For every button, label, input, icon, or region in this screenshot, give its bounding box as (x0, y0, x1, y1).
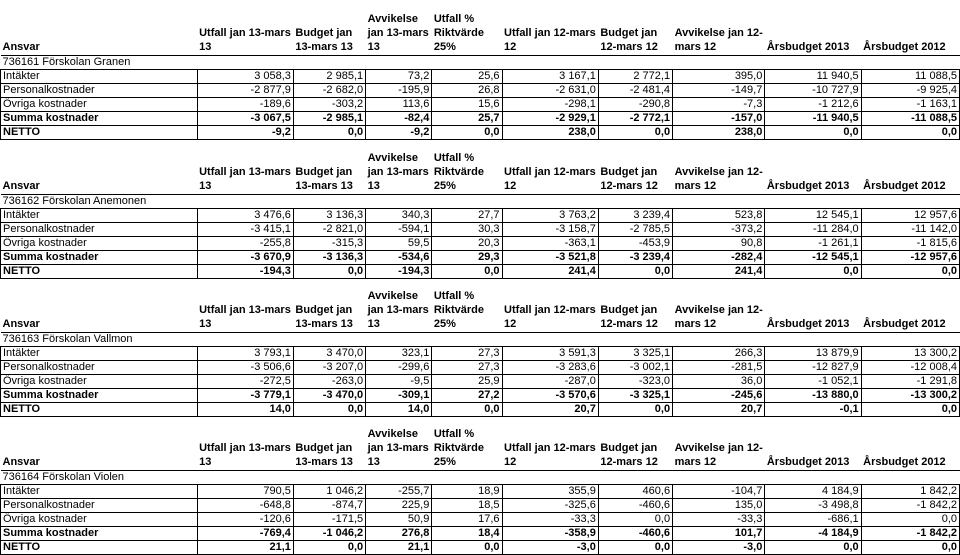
column-header: Avvikelse jan 12-mars 12 (673, 289, 765, 333)
column-header: Avvikelse jan 13-mars 13 (366, 151, 432, 195)
value-cell: 323,1 (366, 347, 432, 361)
value-cell: -104,7 (673, 485, 765, 499)
value-cell: -298,1 (502, 98, 598, 112)
value-cell: -315,3 (293, 237, 365, 251)
value-cell: -3 136,3 (293, 251, 365, 265)
column-header: Årsbudget 2013 (765, 427, 861, 471)
value-cell: -33,3 (502, 513, 598, 527)
value-cell: -874,7 (293, 499, 365, 513)
value-cell: 0,0 (293, 126, 365, 140)
value-cell: 241,4 (502, 265, 598, 279)
value-cell: -686,1 (765, 513, 861, 527)
value-cell: 0,0 (432, 126, 502, 140)
table-row (1, 112, 960, 126)
column-header: Årsbudget 2013 (765, 12, 861, 56)
column-header: Budget jan 13-mars 13 (293, 289, 365, 333)
table-row (1, 403, 960, 417)
value-cell: 18,4 (432, 527, 502, 541)
value-cell: 0,0 (861, 541, 959, 555)
table-row (1, 98, 960, 112)
column-header: Utfall jan 13-mars 13 (197, 151, 293, 195)
value-cell: 238,0 (673, 126, 765, 140)
value-cell: -534,6 (366, 251, 432, 265)
value-cell: -195,9 (366, 84, 432, 98)
value-cell: -1 261,1 (765, 237, 861, 251)
value-cell: 20,7 (673, 403, 765, 417)
value-cell: 14,0 (197, 403, 293, 417)
value-cell: -12 008,4 (861, 361, 959, 375)
value-cell: -3 067,5 (197, 112, 293, 126)
value-cell: 18,9 (432, 485, 502, 499)
value-cell: -82,4 (366, 112, 432, 126)
column-header: Avvikelse jan 12-mars 12 (673, 427, 765, 471)
row-label: Övriga kostnader (1, 513, 198, 527)
column-header: Årsbudget 2012 (861, 289, 959, 333)
value-cell: 225,9 (366, 499, 432, 513)
unit-table (0, 151, 960, 279)
value-cell: -10 727,9 (765, 84, 861, 98)
value-cell: -363,1 (502, 237, 598, 251)
row-label: NETTO (1, 265, 198, 279)
row-label: Övriga kostnader (1, 98, 198, 112)
value-cell: -2 785,5 (598, 223, 672, 237)
row-label: Personalkostnader (1, 223, 198, 237)
value-cell: -323,0 (598, 375, 672, 389)
value-cell: -3 415,1 (197, 223, 293, 237)
value-cell: -594,1 (366, 223, 432, 237)
value-cell: 2 772,1 (598, 70, 672, 84)
value-cell: -290,8 (598, 98, 672, 112)
value-cell: -4 184,9 (765, 527, 861, 541)
value-cell: 27,3 (432, 361, 502, 375)
column-header: Ansvar (1, 427, 198, 471)
value-cell: -189,6 (197, 98, 293, 112)
value-cell: 0,0 (765, 126, 861, 140)
row-label: NETTO (1, 403, 198, 417)
value-cell: -3 470,0 (293, 389, 365, 403)
value-cell: -3 521,8 (502, 251, 598, 265)
value-cell: 12 957,6 (861, 209, 959, 223)
header-row (1, 12, 960, 56)
column-header: Budget jan 12-mars 12 (598, 427, 672, 471)
value-cell: 21,1 (197, 541, 293, 555)
value-cell: 26,8 (432, 84, 502, 98)
table-row (1, 527, 960, 541)
value-cell: 20,7 (502, 403, 598, 417)
value-cell: 3 058,3 (197, 70, 293, 84)
row-label: Intäkter (1, 70, 198, 84)
value-cell: 0,0 (293, 403, 365, 417)
row-label: Intäkter (1, 485, 198, 499)
row-label: Summa kostnader (1, 251, 198, 265)
value-cell: 0,0 (861, 403, 959, 417)
table-row (1, 361, 960, 375)
value-cell: -12 957,6 (861, 251, 959, 265)
column-header: Utfall jan 12-mars 12 (502, 151, 598, 195)
table-row (1, 84, 960, 98)
value-cell: 20,3 (432, 237, 502, 251)
column-header: Årsbudget 2013 (765, 289, 861, 333)
value-cell: 25,6 (432, 70, 502, 84)
column-header: Avvikelse jan 13-mars 13 (366, 289, 432, 333)
value-cell: 0,0 (598, 265, 672, 279)
value-cell: 790,5 (197, 485, 293, 499)
row-label: Intäkter (1, 209, 198, 223)
row-label: Summa kostnader (1, 112, 198, 126)
value-cell: -1 052,1 (765, 375, 861, 389)
value-cell: -2 877,9 (197, 84, 293, 98)
value-cell: 3 470,0 (293, 347, 365, 361)
value-cell: -11 142,0 (861, 223, 959, 237)
table-row (1, 375, 960, 389)
column-header: Utfall jan 12-mars 12 (502, 12, 598, 56)
column-header: Utfall jan 12-mars 12 (502, 427, 598, 471)
column-header: Budget jan 12-mars 12 (598, 12, 672, 56)
row-label: Summa kostnader (1, 527, 198, 541)
value-cell: 0,0 (861, 513, 959, 527)
value-cell: -12 545,1 (765, 251, 861, 265)
value-cell: -3 207,0 (293, 361, 365, 375)
value-cell: -11 088,5 (861, 112, 959, 126)
value-cell: 0,0 (861, 265, 959, 279)
value-cell: 0,0 (861, 126, 959, 140)
value-cell: -11 284,0 (765, 223, 861, 237)
value-cell: -648,8 (197, 499, 293, 513)
value-cell: 0,0 (432, 265, 502, 279)
value-cell: 135,0 (673, 499, 765, 513)
value-cell: 27,3 (432, 347, 502, 361)
value-cell: -373,2 (673, 223, 765, 237)
value-cell: 12 545,1 (765, 209, 861, 223)
table-row (1, 223, 960, 237)
value-cell: -149,7 (673, 84, 765, 98)
value-cell: 0,0 (432, 541, 502, 555)
value-cell: -9,2 (366, 126, 432, 140)
value-cell: -3 779,1 (197, 389, 293, 403)
value-cell: -325,6 (502, 499, 598, 513)
table-row (1, 485, 960, 499)
value-cell: -171,5 (293, 513, 365, 527)
value-cell: 3 167,1 (502, 70, 598, 84)
value-cell: 276,8 (366, 527, 432, 541)
value-cell: -3 325,1 (598, 389, 672, 403)
value-cell: 266,3 (673, 347, 765, 361)
value-cell: 0,0 (765, 265, 861, 279)
column-header: Avvikelse jan 12-mars 12 (673, 151, 765, 195)
value-cell: -282,4 (673, 251, 765, 265)
value-cell: -3 506,6 (197, 361, 293, 375)
column-header: Årsbudget 2012 (861, 151, 959, 195)
column-header: Ansvar (1, 289, 198, 333)
value-cell: 460,6 (598, 485, 672, 499)
column-header: Utfall jan 13-mars 13 (197, 289, 293, 333)
value-cell: -3,0 (502, 541, 598, 555)
column-header: Ansvar (1, 151, 198, 195)
value-cell: 27,7 (432, 209, 502, 223)
value-cell: -2 929,1 (502, 112, 598, 126)
value-cell: 11 088,5 (861, 70, 959, 84)
value-cell: 29,3 (432, 251, 502, 265)
value-cell: -3 002,1 (598, 361, 672, 375)
value-cell: 523,8 (673, 209, 765, 223)
value-cell: -3 283,6 (502, 361, 598, 375)
value-cell: -1 842,2 (861, 527, 959, 541)
column-header: Budget jan 13-mars 13 (293, 151, 365, 195)
value-cell: -460,6 (598, 499, 672, 513)
value-cell: 21,1 (366, 541, 432, 555)
value-cell: -3 158,7 (502, 223, 598, 237)
value-cell: -12 827,9 (765, 361, 861, 375)
value-cell: 17,6 (432, 513, 502, 527)
value-cell: -309,1 (366, 389, 432, 403)
value-cell: -287,0 (502, 375, 598, 389)
value-cell: 0,0 (598, 403, 672, 417)
value-cell: 13 879,9 (765, 347, 861, 361)
column-header: Utfall jan 12-mars 12 (502, 289, 598, 333)
column-header: Utfall % Riktvärde 25% (432, 151, 502, 195)
value-cell: -255,8 (197, 237, 293, 251)
value-cell: 2 985,1 (293, 70, 365, 84)
value-cell: -1 212,6 (765, 98, 861, 112)
unit-title: 736164 Förskolan Violen (1, 471, 960, 485)
value-cell: 15,6 (432, 98, 502, 112)
value-cell: -13 300,2 (861, 389, 959, 403)
value-cell: 3 793,1 (197, 347, 293, 361)
column-header: Utfall % Riktvärde 25% (432, 427, 502, 471)
value-cell: -3 239,4 (598, 251, 672, 265)
value-cell: 0,0 (293, 265, 365, 279)
unit-table (0, 289, 960, 417)
value-cell: 340,3 (366, 209, 432, 223)
value-cell: 101,7 (673, 527, 765, 541)
column-header: Avvikelse jan 13-mars 13 (366, 427, 432, 471)
value-cell: -194,3 (197, 265, 293, 279)
column-header: Budget jan 12-mars 12 (598, 289, 672, 333)
row-label: Intäkter (1, 347, 198, 361)
value-cell: 11 940,5 (765, 70, 861, 84)
value-cell: -3 670,9 (197, 251, 293, 265)
value-cell: 25,7 (432, 112, 502, 126)
value-cell: -358,9 (502, 527, 598, 541)
row-label: NETTO (1, 126, 198, 140)
value-cell: 355,9 (502, 485, 598, 499)
column-header: Utfall % Riktvärde 25% (432, 12, 502, 56)
row-label: Personalkostnader (1, 361, 198, 375)
table-row (1, 237, 960, 251)
value-cell: 14,0 (366, 403, 432, 417)
table-row (1, 209, 960, 223)
value-cell: 0,0 (598, 513, 672, 527)
value-cell: 3 136,3 (293, 209, 365, 223)
value-cell: 0,0 (598, 126, 672, 140)
column-header: Budget jan 13-mars 13 (293, 12, 365, 56)
value-cell: -2 772,1 (598, 112, 672, 126)
value-cell: -157,0 (673, 112, 765, 126)
header-row (1, 289, 960, 333)
value-cell: 25,9 (432, 375, 502, 389)
column-header: Årsbudget 2012 (861, 12, 959, 56)
value-cell: -0,1 (765, 403, 861, 417)
column-header: Avvikelse jan 12-mars 12 (673, 12, 765, 56)
table-row (1, 126, 960, 140)
column-header: Utfall jan 13-mars 13 (197, 427, 293, 471)
value-cell: -769,4 (197, 527, 293, 541)
value-cell: -1 842,2 (861, 499, 959, 513)
unit-title: 736163 Förskolan Vallmon (1, 333, 960, 347)
value-cell: -2 631,0 (502, 84, 598, 98)
value-cell: -13 880,0 (765, 389, 861, 403)
row-label: NETTO (1, 541, 198, 555)
value-cell: -2 481,4 (598, 84, 672, 98)
value-cell: 30,3 (432, 223, 502, 237)
value-cell: -9,5 (366, 375, 432, 389)
column-header: Årsbudget 2013 (765, 151, 861, 195)
value-cell: 0,0 (598, 541, 672, 555)
column-header: Årsbudget 2012 (861, 427, 959, 471)
value-cell: 59,5 (366, 237, 432, 251)
column-header: Budget jan 13-mars 13 (293, 427, 365, 471)
value-cell: -272,5 (197, 375, 293, 389)
value-cell: 73,2 (366, 70, 432, 84)
value-cell: -120,6 (197, 513, 293, 527)
value-cell: -9 925,4 (861, 84, 959, 98)
value-cell: 3 763,2 (502, 209, 598, 223)
value-cell: 3 591,3 (502, 347, 598, 361)
value-cell: 3 476,6 (197, 209, 293, 223)
value-cell: -1 291,8 (861, 375, 959, 389)
column-header: Utfall % Riktvärde 25% (432, 289, 502, 333)
value-cell: 3 325,1 (598, 347, 672, 361)
value-cell: 1 046,2 (293, 485, 365, 499)
value-cell: 241,4 (673, 265, 765, 279)
value-cell: -255,7 (366, 485, 432, 499)
value-cell: -194,3 (366, 265, 432, 279)
value-cell: 4 184,9 (765, 485, 861, 499)
value-cell: 27,2 (432, 389, 502, 403)
value-cell: 1 842,2 (861, 485, 959, 499)
value-cell: -1 046,2 (293, 527, 365, 541)
value-cell: -2 985,1 (293, 112, 365, 126)
table-row (1, 265, 960, 279)
value-cell: -11 940,5 (765, 112, 861, 126)
value-cell: -453,9 (598, 237, 672, 251)
row-label: Övriga kostnader (1, 375, 198, 389)
value-cell: 13 300,2 (861, 347, 959, 361)
value-cell: -1 815,6 (861, 237, 959, 251)
table-row (1, 513, 960, 527)
table-row (1, 389, 960, 403)
value-cell: 238,0 (502, 126, 598, 140)
row-label: Personalkostnader (1, 499, 198, 513)
column-header: Utfall jan 13-mars 13 (197, 12, 293, 56)
value-cell: -3 570,6 (502, 389, 598, 403)
value-cell: -1 163,1 (861, 98, 959, 112)
value-cell: -7,3 (673, 98, 765, 112)
value-cell: 18,5 (432, 499, 502, 513)
column-header: Avvikelse jan 13-mars 13 (366, 12, 432, 56)
unit-table (0, 427, 960, 555)
column-header: Ansvar (1, 12, 198, 56)
value-cell: 50,9 (366, 513, 432, 527)
value-cell: -33,3 (673, 513, 765, 527)
value-cell: 113,6 (366, 98, 432, 112)
table-row (1, 347, 960, 361)
unit-table (0, 12, 960, 140)
value-cell: 90,8 (673, 237, 765, 251)
value-cell: -460,6 (598, 527, 672, 541)
value-cell: 3 239,4 (598, 209, 672, 223)
value-cell: -9,2 (197, 126, 293, 140)
row-label: Personalkostnader (1, 84, 198, 98)
value-cell: -303,2 (293, 98, 365, 112)
value-cell: 0,0 (432, 403, 502, 417)
table-row (1, 70, 960, 84)
value-cell: -299,6 (366, 361, 432, 375)
value-cell: 0,0 (293, 541, 365, 555)
column-header: Budget jan 12-mars 12 (598, 151, 672, 195)
value-cell: -281,5 (673, 361, 765, 375)
value-cell: -263,0 (293, 375, 365, 389)
value-cell: 395,0 (673, 70, 765, 84)
table-row (1, 499, 960, 513)
header-row (1, 151, 960, 195)
value-cell: 0,0 (765, 541, 861, 555)
value-cell: -3,0 (673, 541, 765, 555)
value-cell: 36,0 (673, 375, 765, 389)
value-cell: -3 498,8 (765, 499, 861, 513)
value-cell: -2 821,0 (293, 223, 365, 237)
value-cell: -245,6 (673, 389, 765, 403)
unit-title: 736161 Förskolan Granen (1, 56, 960, 70)
table-row (1, 251, 960, 265)
value-cell: -2 682,0 (293, 84, 365, 98)
row-label: Summa kostnader (1, 389, 198, 403)
row-label: Övriga kostnader (1, 237, 198, 251)
unit-title: 736162 Förskolan Anemonen (1, 195, 960, 209)
header-row (1, 427, 960, 471)
